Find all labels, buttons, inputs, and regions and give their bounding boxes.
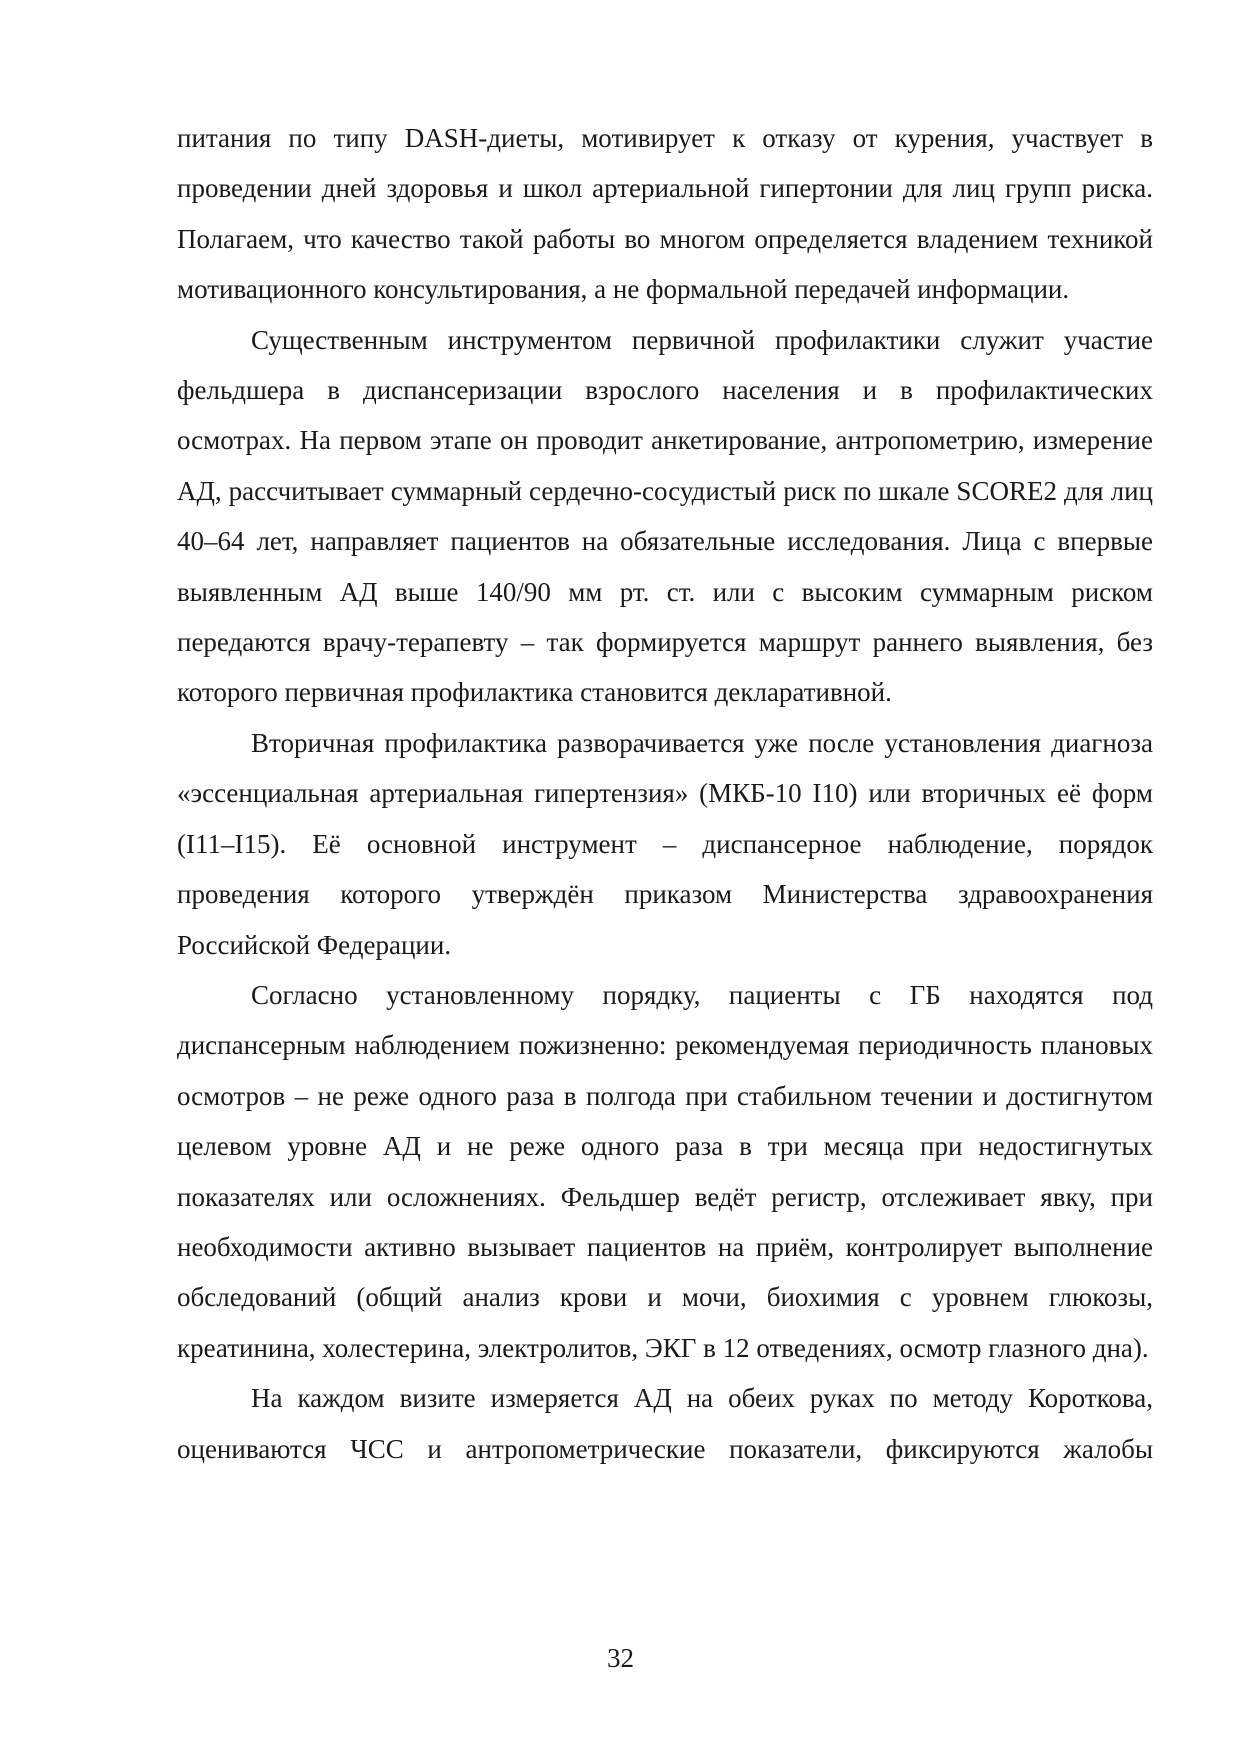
paragraph-secondary-prevention: Вторичная профилактика разворачивается уже после установления диагноза «эссенциальная артериальная гипертензия» (МКБ-10 I10) или вторичных её форм (I11–I15). Её основной инструмент – диспансерное наблюдение, порядок проведения которого утверждён приказом Министерства здравоохранения Российской Федерации. [177,727,1153,960]
body-text [177,113,1153,1474]
paragraph-visit-measurements: На каждом визите измеряется АД на обеих руках по методу Короткова, оцениваются ЧСС и антропометрические показатели, фиксируются жалобы [177,1383,1153,1464]
paragraph-dispensary-observation: Согласно установленному порядку, пациенты с ГБ находятся под диспансерным наблюдением пожизненно: рекомендуемая периодичность плановых осмотров – не реже одного раза в полгода при стабильном течении и достигнутом целевом уровне АД и не реже одного раза в три месяца при недостигнутых показателях или осложнениях. Фельдшер ведёт регистр, отслеживает явку, при необходимости активно вызывает пациентов на приём, контролирует выполнение обследований (общий анализ крови и мочи, биохимия с уровнем глюкозы, креатинина, холестерина, электролитов, ЭКГ в 12 отведениях, осмотр глазного дна). [177,979,1153,1363]
paragraph-continued: питания по типу DASH-диеты, мотивирует к отказу от курения, участвует в проведении дней здоровья и школ артериальной гипертонии для лиц групп риска. Полагаем, что качество такой работы во многом определяется владением техникой мотивационного консультирования, а не формальной передачей информации. [177,123,1153,305]
page-number: 32 [607,1643,634,1673]
paragraph-primary-prevention: Существенным инструментом первичной профилактики служит участие фельдшера в диспансеризации взрослого населения и в профилактических осмотрах. На первом этапе он проводит анкетирование, антропометрию, измерение АД, рассчитывает суммарный сердечно-сосудистый риск по шкале SCORE2 для лиц 40–64 лет, направляет пациентов на обязательные исследования. Лица с впервые выявленным АД выше 140/90 мм рт. ст. или с высоким суммарным риском передаются врачу-терапевту – так формируется маршрут раннего выявления, без которого первичная профилактика становится декларативной. [177,324,1153,708]
